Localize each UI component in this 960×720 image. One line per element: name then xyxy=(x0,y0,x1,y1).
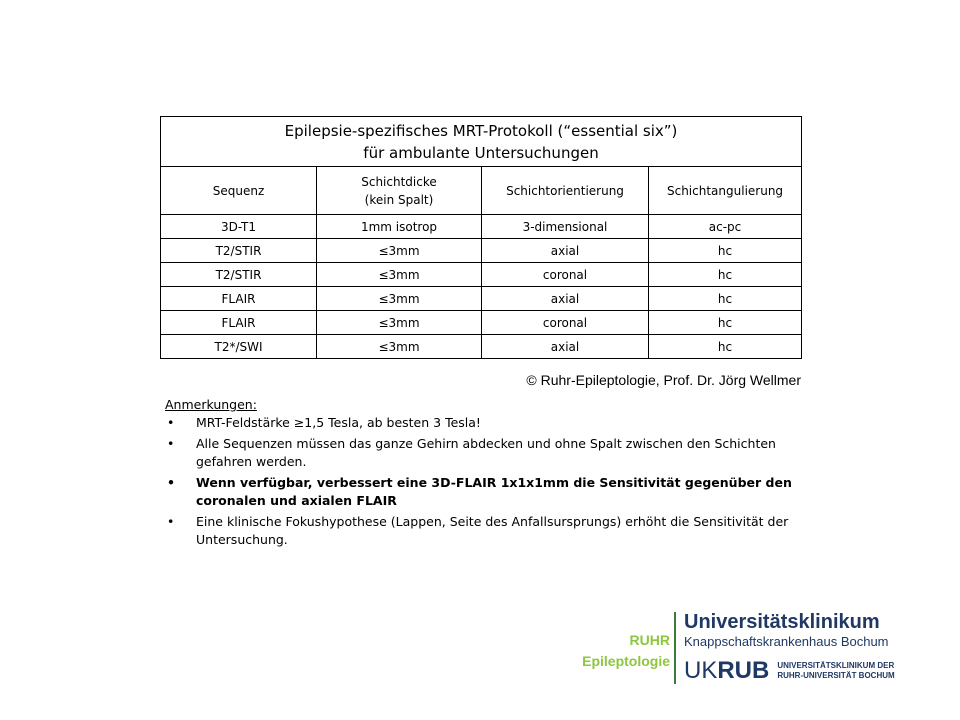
ruhr-logo-line1: RUHR xyxy=(629,632,670,648)
ukrub-mark xyxy=(684,658,769,684)
bullet-icon: • xyxy=(167,415,175,430)
university-clinic-logo xyxy=(684,610,904,684)
logo-divider xyxy=(674,612,676,684)
table-row xyxy=(161,239,802,263)
note-item xyxy=(165,414,805,432)
ruhr-epileptologie-logo xyxy=(560,630,670,672)
table-row xyxy=(161,287,802,311)
table-row xyxy=(161,263,802,287)
cell-angulation: hc xyxy=(649,311,802,335)
ukrub-caption-line1: UNIVERSITÄTSKLINIKUM DER xyxy=(777,661,895,670)
rub-mark-text: RUB xyxy=(717,657,770,684)
table-title-line1: Epilepsie-spezifisches MRT-Protokoll (“essential six”) xyxy=(284,122,678,140)
table-row xyxy=(161,311,802,335)
cell-orientation: axial xyxy=(482,287,649,311)
ukrub-caption-line2: RUHR-UNIVERSITÄT BOCHUM xyxy=(777,671,895,680)
note-text: Wenn verfügbar, verbessert eine 3D-FLAIR 1x1x1mm die Sensitivität gegenüber den coronalen und axialen FLAIR xyxy=(196,475,792,508)
ruhr-logo-line2: Epileptologie xyxy=(582,653,670,669)
bullet-icon: • xyxy=(167,475,175,490)
header-sequence: Sequenz xyxy=(161,167,317,215)
uk-title: Universitätsklinikum xyxy=(684,611,880,633)
cell-sequence: T2*/SWI xyxy=(161,335,317,359)
mri-protocol-table xyxy=(160,116,802,359)
header-angulation: Schichtangulierung xyxy=(649,167,802,215)
cell-thickness: ≤3mm xyxy=(317,263,482,287)
cell-angulation: ac-pc xyxy=(649,215,802,239)
bullet-icon: • xyxy=(167,514,175,529)
uk-subtitle: Knappschaftskrankenhaus Bochum xyxy=(684,634,889,649)
ukrub-caption xyxy=(777,661,894,681)
cell-thickness: ≤3mm xyxy=(317,287,482,311)
header-thickness-line2: (kein Spalt) xyxy=(364,192,434,207)
note-text: Eine klinische Fokushypothese (Lappen, Seite des Anfallsursprungs) erhöht die Sensitivität der Untersuchung. xyxy=(196,514,789,547)
table-title xyxy=(161,117,802,167)
note-text: MRT-Feldstärke ≥1,5 Tesla, ab besten 3 Tesla! xyxy=(196,415,481,430)
cell-angulation: hc xyxy=(649,239,802,263)
note-text: Alle Sequenzen müssen das ganze Gehirn abdecken und ohne Spalt zwischen den Schichten gefahren werden. xyxy=(196,436,776,469)
cell-angulation: hc xyxy=(649,287,802,311)
note-item xyxy=(165,513,805,549)
cell-thickness: ≤3mm xyxy=(317,311,482,335)
note-item xyxy=(165,435,805,471)
table-title-line2: für ambulante Untersuchungen xyxy=(363,144,599,162)
cell-orientation: 3-dimensional xyxy=(482,215,649,239)
header-orientation: Schichtorientierung xyxy=(482,167,649,215)
bullet-icon: • xyxy=(167,436,175,451)
copyright-notice: © Ruhr-Epileptologie, Prof. Dr. Jörg Wellmer xyxy=(526,372,801,388)
table-row xyxy=(161,215,802,239)
cell-thickness: ≤3mm xyxy=(317,239,482,263)
cell-orientation: axial xyxy=(482,239,649,263)
cell-sequence: T2/STIR xyxy=(161,239,317,263)
header-thickness-line1: Schichtdicke xyxy=(361,174,437,189)
notes-heading: Anmerkungen: xyxy=(165,397,257,412)
cell-sequence: T2/STIR xyxy=(161,263,317,287)
header-thickness xyxy=(317,167,482,215)
cell-thickness: ≤3mm xyxy=(317,335,482,359)
cell-sequence: FLAIR xyxy=(161,311,317,335)
cell-thickness: 1mm isotrop xyxy=(317,215,482,239)
table-row xyxy=(161,335,802,359)
cell-orientation: coronal xyxy=(482,263,649,287)
uk-mark-text: UK xyxy=(684,657,718,684)
cell-angulation: hc xyxy=(649,263,802,287)
cell-sequence: 3D-T1 xyxy=(161,215,317,239)
cell-angulation: hc xyxy=(649,335,802,359)
ukrub-logo-row xyxy=(684,658,904,684)
cell-orientation: axial xyxy=(482,335,649,359)
note-item xyxy=(165,474,805,510)
cell-orientation: coronal xyxy=(482,311,649,335)
notes-section xyxy=(165,396,805,552)
cell-sequence: FLAIR xyxy=(161,287,317,311)
